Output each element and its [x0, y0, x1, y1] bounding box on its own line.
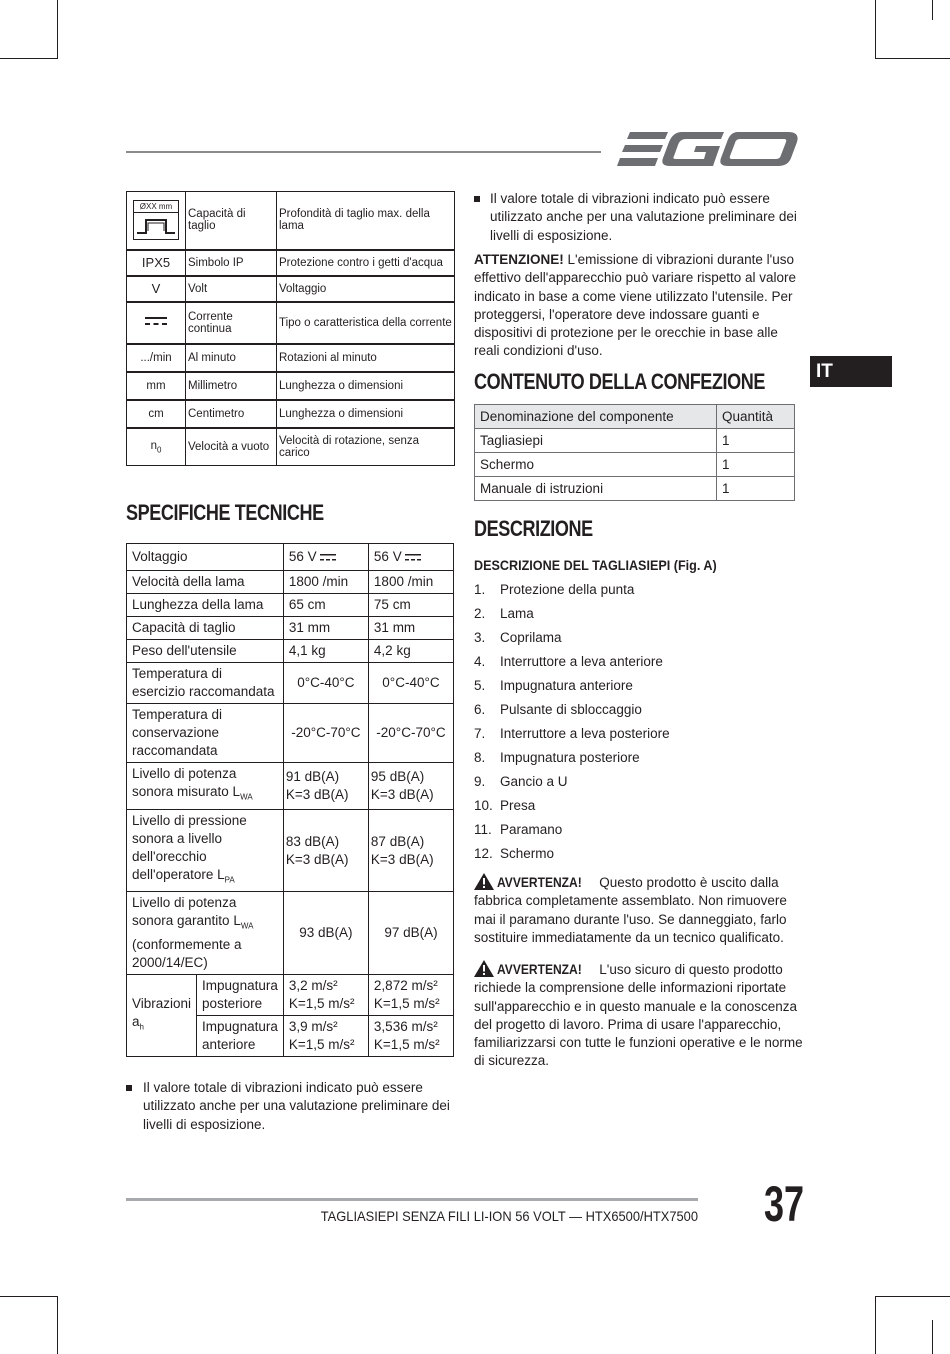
cutting-capacity-symbol: ØXX mm [134, 201, 178, 213]
table-row [127, 428, 455, 466]
list-item [474, 846, 554, 861]
list-item-number: 10. [474, 798, 493, 813]
spec-value-line: K=3 dB(A) [370, 786, 434, 802]
spec-value: 97 dB(A) [368, 892, 453, 975]
component-qty: 1 [717, 429, 795, 453]
crop-mark [875, 0, 876, 59]
bullet-square-icon [474, 196, 480, 202]
symbol-desc: Voltaggio [277, 276, 455, 302]
spec-value-line: 3,9 m/s² [288, 1019, 338, 1035]
table-row [127, 302, 455, 344]
spec-label-text: Livello di pressione sonora a livello dell'orecchio dell'operatore L [132, 812, 247, 882]
spec-label: Velocità della lama [127, 571, 284, 594]
spec-value [368, 809, 453, 892]
specs-table [126, 543, 454, 1057]
spec-value-line: 3,536 m/s² [373, 1019, 438, 1035]
symbol-desc: Profondità di taglio max. della lama [277, 192, 455, 250]
warning-label: AVVERTENZA! [497, 961, 582, 977]
list-item-number: 12. [474, 846, 493, 861]
ego-logo-icon [616, 128, 800, 172]
cutting-capacity-icon [133, 200, 179, 240]
spec-label [127, 892, 284, 975]
spec-value-line: K=1,5 m/s² [288, 1037, 355, 1053]
column-header: Denominazione del componente [475, 405, 717, 429]
crop-mark [875, 58, 950, 59]
list-item-number: 2. [474, 606, 486, 621]
spec-value-line: 3,2 m/s² [288, 978, 338, 994]
list-item-text: Gancio a U [500, 774, 568, 789]
spec-value-line: K=3 dB(A) [370, 851, 434, 867]
list-item-number: 8. [474, 750, 486, 765]
spec-value: 4,2 kg [368, 640, 453, 663]
symbol-cell: IPX5 [127, 250, 186, 276]
language-tab: IT [810, 356, 892, 387]
spec-value: 93 dB(A) [283, 892, 368, 975]
symbol-cell [127, 302, 186, 344]
crop-mark [57, 0, 58, 59]
spec-value [368, 975, 453, 1016]
spec-value: 1800 /min [368, 571, 453, 594]
table-row [127, 372, 455, 400]
spec-value [283, 1016, 368, 1057]
table-row [127, 276, 455, 302]
spec-value [283, 975, 368, 1016]
symbol-subscript: 0 [156, 444, 162, 454]
symbol-name: Volt [186, 276, 277, 302]
table-row [127, 763, 454, 810]
list-item-text: Interruttore a leva posteriore [500, 726, 670, 741]
vibration-label-text: Vibrazioni [132, 995, 192, 1011]
list-item-text: Presa [500, 798, 536, 813]
table-row [127, 640, 454, 663]
spec-value: 4,1 kg [283, 640, 368, 663]
component-name: Tagliasiepi [475, 429, 717, 453]
list-item-text: Coprilama [500, 630, 562, 645]
list-item-text: Lama [500, 606, 534, 621]
column-header: Quantità [717, 405, 795, 429]
spec-value-line: 95 dB(A) [370, 768, 425, 784]
component-qty: 1 [717, 477, 795, 501]
list-item-text: Protezione della punta [500, 582, 635, 597]
warning-triangle-icon [474, 960, 494, 977]
attention-paragraph [474, 251, 800, 361]
spec-value-line: K=3 dB(A) [285, 786, 349, 802]
description-subheading: DESCRIZIONE DEL TAGLIASIEPI (Fig. A) [474, 557, 717, 573]
bullet-square-icon [126, 1085, 132, 1091]
contents-table [474, 404, 795, 501]
list-item-text: Interruttore a leva anteriore [500, 654, 663, 669]
warning-text: L'uso sicuro di questo prodotto richiede la comprensione delle informazioni riportate sull'apparecchio e in questo manuale e la conoscenza del progetto di lavoro. Prima di usare l'apparecchio, familiarizzarsi con tutte le funzioni operative e le norme di sicurezza. [474, 962, 803, 1069]
list-item-text: Schermo [500, 846, 555, 861]
vibration-symbol: a [132, 1013, 140, 1029]
spec-value: 75 cm [368, 594, 453, 617]
table-row [475, 429, 795, 453]
table-row [127, 344, 455, 372]
crop-mark [875, 1296, 950, 1297]
spec-value-line: K=1,5 m/s² [373, 1037, 440, 1053]
spec-value-line: K=3 dB(A) [285, 851, 349, 867]
component-name: Manuale di istruzioni [475, 477, 717, 501]
table-row [127, 617, 454, 640]
symbol-cell: mm [127, 372, 186, 400]
vibration-note-text: Il valore totale di vibrazioni indicato può essere utilizzato anche per una valutazione preliminare dei livelli di esposizione. [490, 191, 797, 243]
symbol-desc: Lunghezza o dimensioni [277, 400, 455, 428]
spec-value-line: 83 dB(A) [285, 833, 340, 849]
crop-mark [0, 1296, 58, 1297]
list-item-number: 5. [474, 678, 486, 693]
crop-mark [875, 1296, 876, 1354]
table-row [127, 192, 455, 250]
symbol-desc: Tipo o caratteristica della corrente [277, 302, 455, 344]
list-item-number: 7. [474, 726, 486, 741]
table-row [127, 250, 455, 276]
table-row [127, 544, 454, 571]
spec-value: 31 mm [283, 617, 368, 640]
symbol-desc: Rotazioni al minuto [277, 344, 455, 372]
spec-label-subscript: WA [240, 922, 254, 932]
list-item-number: 6. [474, 702, 486, 717]
symbol-desc: Velocità di rotazione, senza carico [277, 428, 455, 466]
attention-label: ATTENZIONE! [474, 252, 564, 267]
spec-value-line: 87 dB(A) [370, 833, 425, 849]
symbol-name: Simbolo IP [186, 250, 277, 276]
table-row [475, 453, 795, 477]
spec-value [368, 763, 453, 810]
spec-value: 0°C-40°C [283, 663, 368, 704]
spec-value-line: K=1,5 m/s² [288, 996, 355, 1012]
spec-label [127, 763, 284, 810]
direct-current-icon [320, 554, 336, 561]
footer-title: TAGLIASIEPI SENZA FILI LI-ION 56 VOLT — HTX6500/HTX7500 [320, 1208, 698, 1224]
spec-value [368, 544, 453, 571]
spec-value: 31 mm [368, 617, 453, 640]
warning-label: AVVERTENZA! [497, 874, 582, 890]
vibration-note-text: Il valore totale di vibrazioni indicato può essere utilizzato anche per una valutazione preliminare dei livelli di esposizione. [143, 1080, 450, 1132]
footer-rule [126, 1198, 698, 1201]
component-name: Schermo [475, 453, 717, 477]
table-header-row [475, 405, 795, 429]
warning-triangle-icon [474, 873, 494, 890]
spec-value [283, 763, 368, 810]
table-row [127, 892, 454, 975]
contents-heading: CONTENUTO DELLA CONFEZIONE [474, 369, 766, 394]
spec-label-text: (conformemente a 2000/14/EC) [132, 937, 242, 971]
table-row [127, 704, 454, 763]
crop-mark [57, 1296, 58, 1354]
list-item-number: 4. [474, 654, 486, 669]
spec-value [283, 809, 368, 892]
spec-label: Impugnatura anteriore [197, 1016, 284, 1057]
spec-label [127, 809, 284, 892]
table-row [127, 571, 454, 594]
crop-mark [0, 58, 58, 59]
list-item-text: Pulsante di sbloccaggio [500, 702, 642, 717]
spec-label: Lunghezza della lama [127, 594, 284, 617]
spec-value [283, 544, 368, 571]
spec-value-line: K=1,5 m/s² [373, 996, 440, 1012]
list-item [474, 798, 535, 813]
vibration-subscript: h [139, 1022, 144, 1032]
spec-value: 1800 /min [283, 571, 368, 594]
brand-logo [616, 128, 800, 172]
symbol-desc: Protezione contro i getti d'acqua [277, 250, 455, 276]
crop-mark [932, 0, 933, 20]
page-number: 37 [764, 1176, 805, 1232]
symbol-text: n [150, 439, 157, 452]
list-item [474, 678, 633, 693]
spec-value-text: 56 V [373, 549, 402, 564]
spec-label: Peso dell'utensile [127, 640, 284, 663]
warning-paragraph [474, 873, 800, 947]
symbol-name: Velocità a vuoto [186, 428, 277, 466]
list-item [474, 726, 670, 741]
list-item [474, 582, 634, 597]
spec-label-subscript: WA [240, 792, 253, 802]
header-rule [126, 151, 601, 153]
spec-value-line: 91 dB(A) [285, 768, 340, 784]
table-row [127, 975, 454, 1016]
direct-current-icon [405, 554, 421, 561]
spec-label-text: Livello di potenza sonora garantito L [132, 895, 241, 929]
list-item [474, 774, 568, 789]
list-item [474, 630, 562, 645]
list-item [474, 654, 663, 669]
list-item-text: Impugnatura anteriore [500, 678, 633, 693]
table-row [475, 477, 795, 501]
symbol-name: Al minuto [186, 344, 277, 372]
list-item-text: Impugnatura posteriore [500, 750, 640, 765]
component-qty: 1 [717, 453, 795, 477]
spec-label-subscript: PA [224, 875, 235, 885]
vibration-note [126, 1079, 459, 1134]
table-row [127, 809, 454, 892]
warning-paragraph [474, 960, 804, 1071]
specs-heading: SPECIFICHE TECNICHE [126, 500, 324, 525]
attention-text: L'emissione di vibrazioni durante l'uso effettivo dell'apparecchio può variare rispetto al valore indicato in base a come viene utilizzato l'utensile. Per proteggersi, l'operatore deve indossare guanti e dispositivi di protezione per le orecchie in base alle reali condizioni d'uso. [474, 252, 797, 359]
list-item-text: Paramano [500, 822, 563, 837]
crop-mark [932, 1320, 933, 1354]
list-item-number: 9. [474, 774, 486, 789]
symbol-name: Centimetro [186, 400, 277, 428]
symbol-name: Corrente continua [186, 302, 277, 344]
symbol-cell [127, 428, 186, 466]
list-item [474, 822, 562, 837]
symbol-desc: Lunghezza o dimensioni [277, 372, 455, 400]
spec-value [368, 1016, 453, 1057]
spec-value-line: 2,872 m/s² [373, 978, 438, 994]
spec-value: -20°C-70°C [368, 704, 453, 763]
list-item [474, 606, 534, 621]
spec-label: Temperatura di conservazione raccomandata [127, 704, 284, 763]
symbols-table [126, 191, 455, 466]
spec-label: Temperatura di esercizio raccomandata [127, 663, 284, 704]
spec-value: -20°C-70°C [283, 704, 368, 763]
symbol-name: Millimetro [186, 372, 277, 400]
list-item-number: 11. [474, 822, 492, 837]
list-item-number: 3. [474, 630, 486, 645]
spec-label: Impugnatura posteriore [197, 975, 284, 1016]
vibration-note-right [474, 190, 800, 245]
symbol-name: Capacità di taglio [186, 192, 277, 250]
spec-label: Voltaggio [127, 544, 284, 571]
warning-text: Questo prodotto è uscito dalla fabbrica completamente assemblato. Non rimuovere mai il paramano durante l'uso. Se danneggiato, farlo sostituire immediatamente da un tecnico qualificato. [474, 875, 787, 945]
list-item-number: 1. [474, 582, 486, 597]
spec-label: Capacità di taglio [127, 617, 284, 640]
description-heading: DESCRIZIONE [474, 516, 593, 541]
spec-value-text: 56 V [288, 549, 317, 564]
list-item [474, 702, 642, 717]
table-row [127, 594, 454, 617]
spec-label-text: Livello di potenza sonora misurato L [132, 766, 241, 799]
symbol-cell: .../min [127, 344, 186, 372]
spec-value: 0°C-40°C [368, 663, 453, 704]
spec-value: 65 cm [283, 594, 368, 617]
symbol-cell [127, 192, 186, 250]
table-row [127, 663, 454, 704]
list-item [474, 750, 640, 765]
vibration-label [127, 975, 197, 1057]
table-row [127, 400, 455, 428]
direct-current-icon [145, 316, 167, 326]
symbol-cell: cm [127, 400, 186, 428]
symbol-cell: V [127, 276, 186, 302]
